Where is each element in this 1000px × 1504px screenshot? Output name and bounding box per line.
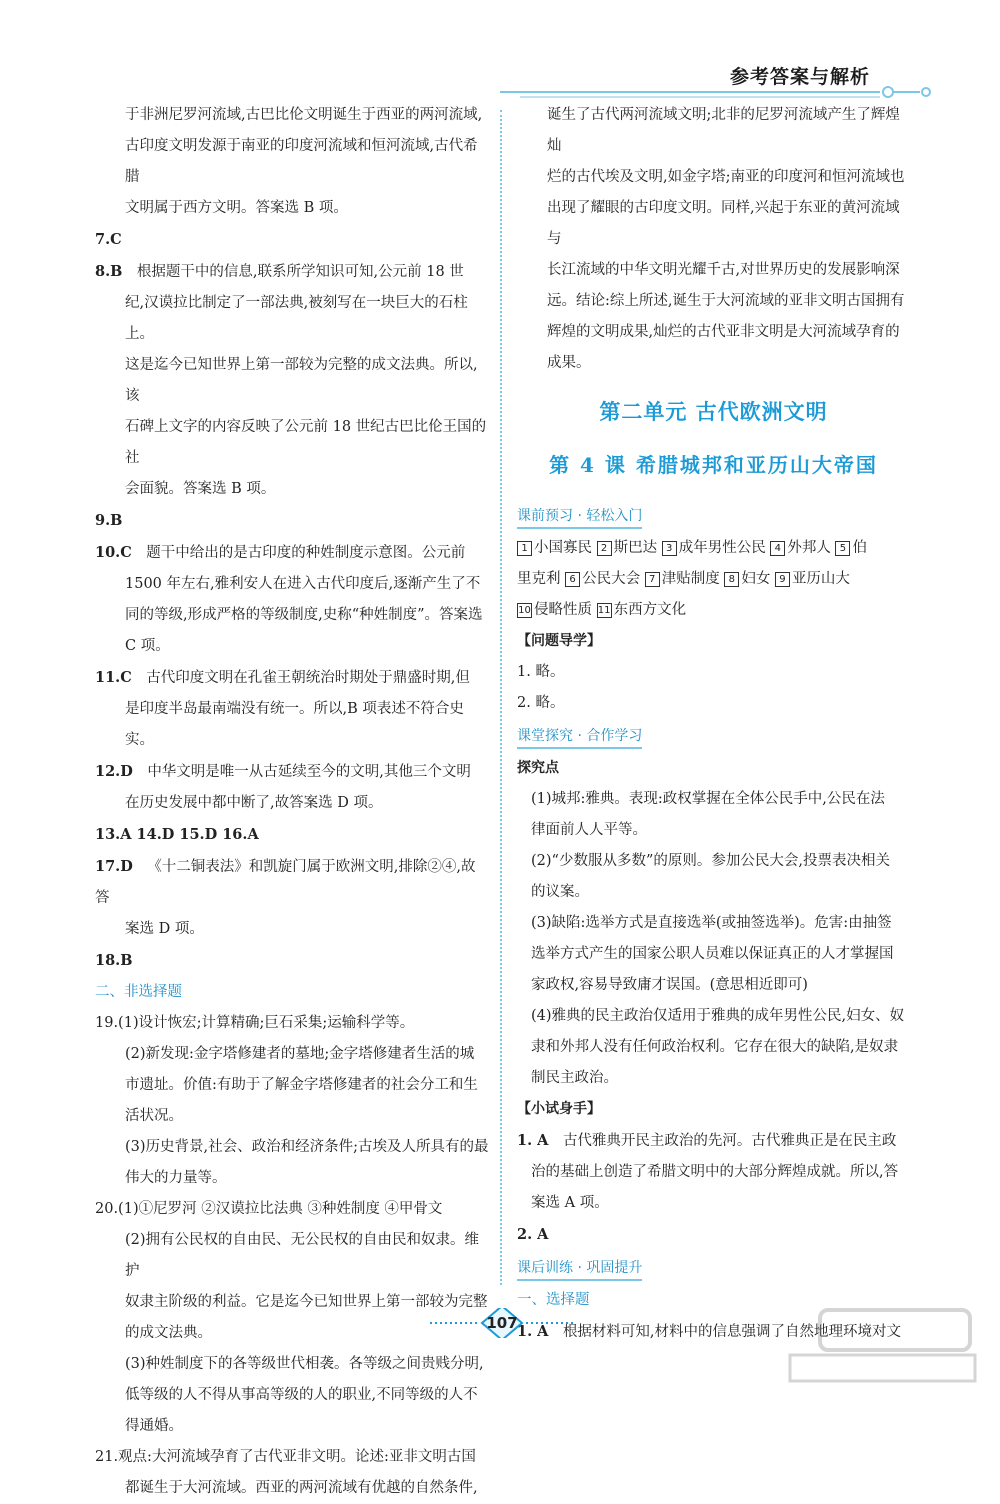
fill-answer: 伯	[852, 540, 867, 556]
text-line: 纪,汉谟拉比制定了一部法典,被刻写在一块巨大的石柱上。	[125, 295, 468, 342]
fill-answer: 外邦人	[787, 540, 831, 556]
fill-answer: 小国寡民	[534, 540, 592, 556]
answer-line	[95, 537, 490, 569]
text-line: 同的等级,形成严格的等级制度,史称“种姓制度”。答案选	[125, 607, 483, 623]
tanjiu-line: 选举方式产生的国家公职人员难以保证真正的人才掌握国	[531, 946, 894, 962]
text-line: 长江流域的中华文明光耀千古,对世界历史的发展影响深	[547, 262, 900, 278]
section-tag-after: 课后训练 · 巩固提升	[517, 1257, 642, 1281]
answer-index-box: 7	[645, 572, 660, 587]
xuanze-heading: 一、选择题	[517, 1292, 590, 1308]
fill-row	[517, 595, 910, 626]
text-line: 成果。	[547, 355, 591, 371]
answer-index-box: 4	[770, 541, 785, 556]
text-line: 烂的古代埃及文明,如金字塔;南亚的印度河和恒河流域也	[547, 169, 905, 185]
answer-line	[95, 851, 490, 914]
answer-line	[95, 945, 490, 977]
answer-line	[95, 224, 490, 256]
running-header-title: 参考答案与解析	[729, 66, 870, 88]
column-divider	[500, 110, 502, 1285]
answer-line: 21.观点:大河流域孕育了古代亚非文明。论述:亚非文明古国	[95, 1449, 476, 1465]
answer-21-continued	[517, 100, 910, 379]
text-line: 奴隶主阶级的利益。它是迄今已知世界上第一部较为完整	[125, 1294, 488, 1310]
answer-text: 中华文明是唯一从古延续至今的文明,其他三个文明	[147, 764, 471, 780]
answer-text: 案选 A 项。	[531, 1195, 609, 1211]
answer-line	[95, 505, 490, 537]
text-line: (3)种姓制度下的各等级世代相袭。各等级之间贵贱分明,	[125, 1356, 484, 1372]
answer-index-box: 10	[518, 605, 531, 616]
text-line: 这是迄今已知世界上第一部较为完整的成文法典。所以,该	[125, 357, 478, 404]
answer-number: 12.D	[95, 763, 133, 780]
xiaoshi-heading: 【小试身手】	[517, 1101, 601, 1117]
answer-number: 1. A	[517, 1132, 549, 1149]
fill-row	[517, 564, 910, 595]
answer-line: 19.(1)设计恢宏;计算精确;巨石采集;运输科学等。	[95, 1015, 415, 1031]
text-line: 得通婚。	[125, 1418, 183, 1434]
left-column	[95, 100, 490, 1504]
answer-text: 根据材料可知,材料中的信息强调了自然地理环境对文	[562, 1324, 902, 1340]
answer-number: 2. A	[517, 1226, 549, 1243]
section-heading: 二、非选择题	[95, 984, 182, 1000]
answer-index-box: 9	[775, 572, 790, 587]
text-line: 在历史发展中都中断了,故答案选 D 项。	[125, 795, 383, 811]
answer-number: 1. A	[517, 1323, 549, 1340]
text-line: (2)新发现:金字塔修建者的墓地;金字塔修建者生活的城	[125, 1046, 475, 1062]
answer-text: 《十二铜表法》和凯旋门属于欧洲文明,排除②④,故答	[95, 859, 476, 906]
answer-number: 18.B	[95, 952, 133, 969]
xiaoshi-line	[517, 1188, 910, 1219]
answer-number: 10.C	[95, 544, 132, 561]
text-line: C 项。	[125, 638, 170, 654]
answer-index-box: 5	[835, 541, 850, 556]
xiaoshi-line	[517, 1125, 910, 1157]
xiaoshi-line	[517, 1157, 910, 1188]
tanjiu-line: 隶和外邦人没有任何政治权利。它存在很大的缺陷,是奴隶	[531, 1039, 899, 1055]
text-line: 的成文法典。	[125, 1325, 212, 1341]
text-line: 于非洲尼罗河流域,古巴比伦文明诞生于西亚的两河流域,	[125, 107, 483, 123]
answer-line	[95, 256, 490, 288]
fill-answer: 侵略性质	[534, 602, 592, 618]
fill-row	[517, 533, 910, 564]
answer-index-box: 1	[517, 541, 532, 556]
tanjiu-line: 制民主政治。	[531, 1070, 618, 1086]
unit-title: 第二单元 古代欧洲文明	[599, 400, 828, 424]
text-line: 会面貌。答案选 B 项。	[125, 481, 276, 497]
page-number: 107	[486, 1314, 518, 1332]
lesson-title: 第 4 课 希腊城邦和亚历山大帝国	[549, 453, 878, 477]
text-line: (2)拥有公民权的自由民、无公民权的自由民和奴隶。维护	[125, 1232, 480, 1279]
answer-index-box: 2	[597, 541, 612, 556]
tanjiu-line: (4)雅典的民主政治仅适用于雅典的成年男性公民,妇女、奴	[531, 1008, 905, 1024]
answer-number: 7.C	[95, 231, 122, 248]
fill-answers	[517, 533, 910, 626]
text-line: 出现了耀眼的古印度文明。同样,兴起于东亚的黄河流域与	[547, 200, 900, 247]
fill-answer: 东西方文化	[613, 602, 687, 618]
fill-answer: 妇女	[741, 571, 771, 587]
fill-answer: 斯巴达	[613, 540, 658, 556]
text-line: 辉煌的文明成果,灿烂的古代亚非文明是大河流域孕育的	[547, 324, 900, 340]
tanjiu-line: 家政权,容易导致庸才误国。(意思相近即可)	[531, 977, 808, 993]
answer-number: 8.B	[95, 263, 123, 280]
section-tag-explore: 课堂探究 · 合作学习	[517, 725, 642, 749]
answer-number: 13.A 14.D 15.D 16.A	[95, 826, 259, 843]
answer-text: 根据题干中的信息,联系所学知识可知,公元前 18 世	[136, 264, 464, 280]
answer-text: 古代印度文明在孔雀王朝统治时期处于鼎盛时期,但	[146, 670, 470, 686]
tanjiu-line: (1)城邦:雅典。表现:政权掌握在全体公民手中,公民在法	[531, 791, 885, 807]
text-line: 是印度半岛最南端没有统一。所以,B 项表述不符合史实。	[125, 701, 464, 748]
text-line: 案选 D 项。	[125, 921, 204, 937]
xiaoshi-line	[517, 1219, 910, 1251]
answer-line	[95, 819, 490, 851]
text-line: 低等级的人不得从事高等级的人的职业,不同等级的人不	[125, 1387, 478, 1403]
answer-index-box: 3	[662, 541, 677, 556]
text-line: 古印度文明发源于南亚的印度河流域和恒河流域,古代希腊	[125, 138, 478, 185]
right-column	[517, 100, 910, 1348]
watermark-logo	[780, 1305, 980, 1385]
wenti-item: 2. 略。	[517, 695, 565, 711]
text-line: 远。结论:综上所述,诞生于大河流域的亚非文明古国拥有	[547, 293, 905, 309]
tanjiu-heading: 探究点	[517, 760, 559, 776]
text-line: (3)历史背景,社会、政治和经济条件;古埃及人所具有的最	[125, 1139, 489, 1155]
tanjiu-line: (3)缺陷:选举方式是直接选举(或抽签选举)。危害:由抽签	[531, 915, 892, 931]
section-tag-preview: 课前预习 · 轻松入门	[517, 505, 642, 529]
answer-number: 17.D	[95, 858, 133, 875]
tanjiu-line: 律面前人人平等。	[531, 822, 647, 838]
fill-answer: 成年男性公民	[678, 540, 766, 556]
text-line: 都诞生于大河流域。西亚的两河流域有优越的自然条件,	[125, 1480, 478, 1496]
answer-line	[95, 756, 490, 788]
wenti-item: 1. 略。	[517, 664, 565, 680]
answer-line	[95, 662, 490, 694]
text-line: 文明属于西方文明。答案选 B 项。	[125, 200, 348, 216]
text-line: 活状况。	[125, 1108, 183, 1124]
answer-index-box: 11	[597, 605, 611, 616]
tanjiu-line: 的议案。	[531, 884, 589, 900]
answer-index-box: 8	[724, 572, 739, 587]
wenti-items	[517, 657, 910, 719]
answer-line: 20.(1)①尼罗河 ②汉谟拉比法典 ③种姓制度 ④甲骨文	[95, 1201, 443, 1217]
fill-answer: 亚历山大	[791, 571, 850, 587]
answer-index-box: 6	[565, 572, 580, 587]
xiaoshi-lines	[517, 1125, 910, 1251]
text-line: 市遗址。价值:有助于了解金字塔修建者的社会分工和生	[125, 1077, 478, 1093]
text-line: 伟大的力量等。	[125, 1170, 227, 1186]
answer-number: 11.C	[95, 669, 132, 686]
answer-text: 古代雅典开民主政治的先河。古代雅典正是在民主政	[562, 1133, 897, 1149]
answer-text: 治的基础上创造了希腊文明中的大部分辉煌成就。所以,答	[531, 1164, 899, 1180]
fill-answer: 公民大会	[582, 571, 641, 587]
answer-text: 题干中给出的是古印度的种姓制度示意图。公元前	[146, 545, 466, 561]
answer-number: 9.B	[95, 512, 123, 529]
fill-answer: 津贴制度	[661, 571, 720, 587]
wenti-heading: 【问题导学】	[517, 633, 601, 649]
text-line: 1500 年左右,雅利安人在进入古代印度后,逐渐产生了不	[125, 576, 481, 592]
tanjiu-lines	[517, 784, 910, 1094]
text-line: 诞生了古代两河流域文明;北非的尼罗河流域产生了辉煌灿	[547, 107, 900, 154]
fill-answer: 里克利	[517, 571, 561, 587]
tanjiu-line: (2)“少数服从多数”的原则。参加公民大会,投票表决相关	[531, 853, 890, 869]
text-line: 石碑上文字的内容反映了公元前 18 世纪古巴比伦王国的社	[125, 419, 487, 466]
